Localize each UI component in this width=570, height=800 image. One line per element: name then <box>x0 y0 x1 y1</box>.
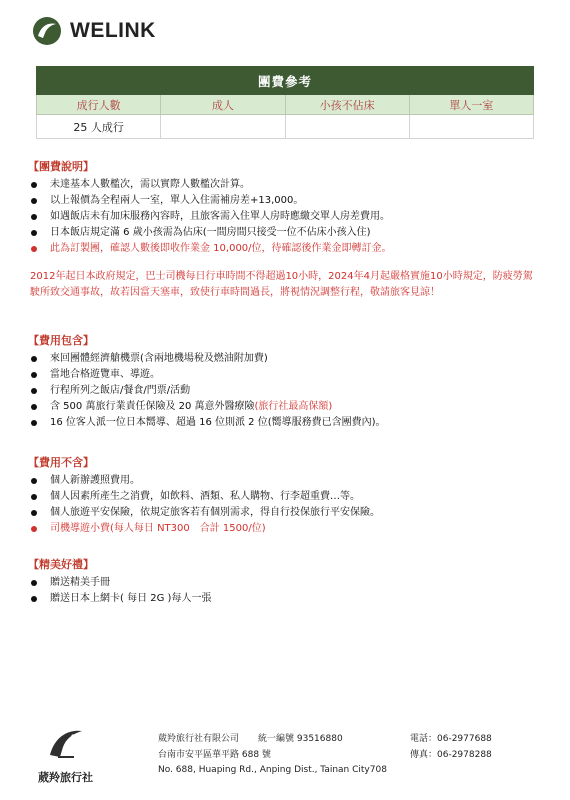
list-item: 贈送精美手冊 <box>28 575 548 591</box>
section-title: 【團費說明】 <box>28 160 94 173</box>
cell-single-room <box>409 115 533 139</box>
address-zh: 台南市安平區華平路 688 號 <box>158 750 271 760</box>
table-row <box>37 115 534 139</box>
insurance-text: 含 500 萬旅行業責任保險及 20 萬意外醫療險 <box>50 401 255 412</box>
cell-adult <box>161 115 285 139</box>
col-single-room: 單人一室 <box>409 95 533 115</box>
footer-logo <box>38 725 93 785</box>
list-item: 此為訂製團，確認人數後即收作業金 10,000/位，待確認後作業金即轉訂金。 <box>28 241 548 257</box>
gifts-section <box>28 556 548 607</box>
driving-hours-notice: 2012年起日本政府規定，巴士司機每日行車時間不得超過10小時，2024年4月起嚴格實施10小時規定，防疲勞駕駛所致交通事故，故若因當天塞車，致使行車時間過長，將視情況調整行程，敬請旅客見諒！ <box>30 271 533 298</box>
section-title: 【精美好禮】 <box>28 558 94 571</box>
page-header <box>32 16 156 46</box>
col-adult: 成人 <box>161 95 285 115</box>
tax-id: 統一編號 93516880 <box>258 734 343 744</box>
address-en: No. 688, Huaping Rd., Anping Dist., Tainan City708 <box>158 765 387 775</box>
included-section <box>28 332 548 431</box>
list-item: 16 位客人派一位日本嚮導、超過 16 位則派 2 位(嚮導服務費已含團費內)。 <box>28 415 548 431</box>
list-item: 以上報價為全程兩人一室，單人入住需補房差+13,000。 <box>28 193 548 209</box>
fee-table-header-row <box>37 95 534 115</box>
fax: 傳真：06-2978288 <box>410 750 492 760</box>
fee-table-title: 團費參考 <box>37 67 534 95</box>
company-footer <box>0 715 570 800</box>
excluded-section <box>28 454 548 537</box>
list-item: 未達基本人數檻次，需以實際人數檻次計算。 <box>28 177 548 193</box>
fee-reference-table <box>36 66 534 139</box>
list-item: 個人因素所產生之消費，如飲料、酒類、私人購物、行李超重費…等。 <box>28 489 548 505</box>
section-title: 【費用包含】 <box>28 334 94 347</box>
list-item: 個人旅遊平安保險，依規定旅客若有個別需求，得自行投保旅行平安保險。 <box>28 505 548 521</box>
cell-group-size: 25 人成行 <box>37 115 161 139</box>
list-item: 當地合格遊覽車、導遊。 <box>28 367 548 383</box>
company-name: 葳羚旅行社有限公司 <box>158 734 240 744</box>
list-item: 贈送日本上網卡( 每日 2G )每人一張 <box>28 591 548 607</box>
col-child-no-bed: 小孩不佔床 <box>285 95 409 115</box>
list-item: 日本飯店規定滿 6 歲小孩需為佔床(一間房間只接受一位不佔床小孩入住) <box>28 225 548 241</box>
phone: 電話：06-2977688 <box>410 734 492 744</box>
col-group-size: 成行人數 <box>37 95 161 115</box>
list-item: 司機導遊小費(每人每日 NT300 合計 1500/位) <box>28 521 548 537</box>
antelope-logo-icon <box>46 725 86 761</box>
footer-logo-text: 葳羚旅行社 <box>38 771 93 784</box>
list-item-insurance <box>28 399 548 415</box>
antelope-logo-icon <box>32 16 62 46</box>
section-title: 【費用不含】 <box>28 456 94 469</box>
list-item: 個人新辦護照費用。 <box>28 473 548 489</box>
list-item: 行程所列之飯店/餐食/門票/活動 <box>28 383 548 399</box>
insurance-highlight: (旅行社最高保額) <box>254 401 333 412</box>
brand-name: WELINK <box>70 19 156 42</box>
list-item: 來回團體經濟艙機票(含兩地機場稅及燃油附加費) <box>28 351 548 367</box>
fee-explanation-section <box>28 158 548 257</box>
cell-child-no-bed <box>285 115 409 139</box>
list-item: 如遇飯店未有加床服務內容時，且旅客需入住單人房時應繳交單人房差費用。 <box>28 209 548 225</box>
